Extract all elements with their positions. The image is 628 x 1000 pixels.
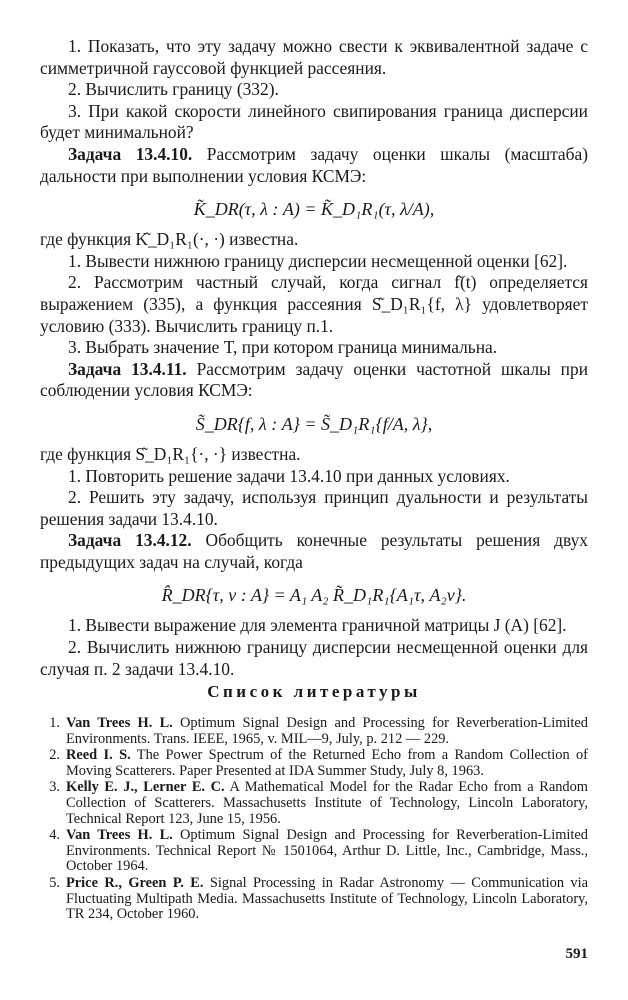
reference-number: 4.: [49, 827, 60, 844]
reference-body: [66, 876, 588, 923]
paragraph: 1. Вывести нижнюю границу дисперсии несмещенной оценки [62].: [68, 250, 568, 271]
reference-item: [40, 828, 588, 875]
task-label: Задача 13.4.11.: [68, 358, 187, 379]
task-13-4-10: [40, 144, 588, 187]
reference-text: Signal Processing in Radar Astronomy — Communication via Fluctuating Multipath Media. Massachusetts Institute of Technology, Lincoln Laboratory, TR 234, October 1960.: [66, 874, 588, 923]
reference-text: A Mathematical Model for the Radar Echo from a Random Collection of Scatterers. Massachusetts Institute of Technology, Lincoln Laboratory, Technical Report 123, June 15, 1956.: [66, 779, 588, 827]
reference-body: [66, 716, 588, 747]
reference-item: [40, 716, 588, 747]
reference-item: [40, 748, 588, 779]
task-text: Рассмотрим задачу оценки шкалы (масштаба) дальности при выполнении условия КСМЭ:: [40, 143, 588, 186]
task-text: Обобщить конечные результаты решения двух предыдущих задач на случай, когда: [40, 530, 589, 572]
reference-body: [66, 780, 588, 827]
paragraph: 2. Вычислить нижнюю границу дисперсии несмещенной оценки для случая п. 2 задачи 13.4.10.: [40, 637, 588, 679]
page-number: 591: [565, 946, 588, 962]
paragraph: 2. Вычислить границу (332).: [68, 79, 279, 100]
reference-item: [40, 780, 588, 827]
task-label: Задача 13.4.12.: [68, 530, 192, 551]
references-heading: Список литературы: [207, 682, 421, 701]
reference-text: Optimum Signal Design and Processing for Reverberation-Limited Environments. Trans. IEEE, 1965, v. MIL—9, July, p. 212 — 229.: [66, 715, 589, 747]
paragraph: 1. Повторить решение задачи 13.4.10 при данных условиях.: [68, 465, 510, 486]
reference-author: Kelly E. J., Lerner E. C.: [66, 779, 225, 796]
formula: S͂_DR{f, λ : A} = S͂_D₁R₁{f/A, λ},: [195, 413, 433, 434]
reference-text: The Power Spectrum of the Returned Echo from a Random Collection of Moving Scatterers. Paper Presented at IDA Summer Study, July 8, 1963.: [66, 747, 588, 779]
task-13-4-11: [40, 359, 588, 402]
paragraph: где функция S͂_D₁R₁{·, ·} известна.: [40, 443, 301, 464]
reference-body: [66, 828, 588, 875]
reference-item: [40, 876, 588, 923]
formula: R̂_DR{τ, v : A} = A₁ A₂ R͂_D₁R₁{A₁τ, A₂v}.: [161, 585, 467, 606]
main-text: [40, 36, 588, 680]
paragraph: 3. При какой скорости линейного свипирования граница дисперсии будет минимальной?: [40, 100, 588, 143]
reference-author: Van Trees H. L.: [66, 715, 173, 731]
reference-text: Optimum Signal Design and Processing for Reverberation-Limited Environments. Technical Report № 1501064, Arthur D. Little, Inc., Cambridge, Mass., October 1964.: [66, 827, 589, 875]
reference-author: Van Trees H. L.: [66, 827, 173, 844]
formula: K͂_DR(τ, λ : A) = K͂_D₁R₁(τ, λ/A),: [193, 199, 435, 220]
task-text: Рассмотрим задачу оценки частотной шкалы при соблюдении условия КСМЭ:: [40, 358, 588, 401]
paragraph: 1. Показать, что эту задачу можно свести к эквивалентной задаче с симметричной гауссовой функцией рассеяния.: [40, 36, 588, 78]
reference-number: 3.: [49, 779, 60, 796]
reference-author: Price R., Green P. E.: [66, 874, 204, 891]
reference-number: 1.: [49, 715, 60, 731]
reference-body: [66, 748, 588, 779]
reference-author: Reed I. S.: [66, 747, 131, 764]
paragraph: 2. Решить эту задачу, используя принцип дуальности и результаты решения задачи 13.4.10.: [40, 487, 588, 529]
task-label: Задача 13.4.10.: [68, 143, 193, 164]
reference-number: 2.: [49, 747, 60, 764]
references-list: [40, 716, 588, 924]
paragraph: 2. Рассмотрим частный случай, когда сигнал f͂(t) определяется выражением (335), а функция рассеяния S͂_D₁R₁{f, λ} удовлетворяет условию (333). Вычислить границу п.1.: [40, 272, 588, 336]
paragraph: 3. Выбрать значение T, при котором граница минимальна.: [68, 337, 498, 358]
paragraph: 1. Вывести выражение для элемента граничной матрицы J (A) [62].: [68, 615, 567, 636]
paragraph: где функция K͂_D₁R₁(·, ·) известна.: [40, 229, 299, 250]
task-13-4-12: [40, 530, 588, 573]
reference-number: 5.: [49, 874, 60, 891]
